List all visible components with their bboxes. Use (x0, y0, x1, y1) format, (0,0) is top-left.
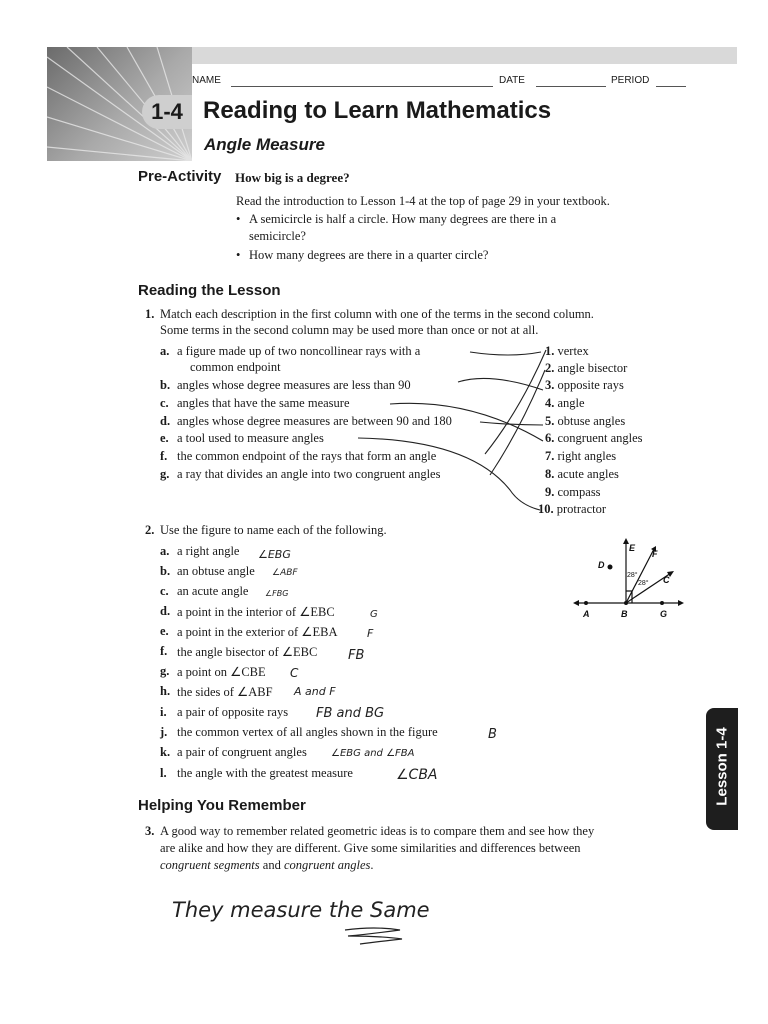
name-label: NAME (192, 75, 221, 86)
term-number: 9. (545, 485, 555, 499)
q3-line3 (160, 857, 374, 875)
q3-and: and (262, 858, 281, 872)
pre-activity-label: Pre-Activity (138, 168, 222, 185)
term-text: protractor (556, 502, 607, 516)
term-text: angle (557, 396, 585, 410)
q2-e-text: a point in the exterior of ∠EBA (177, 625, 338, 639)
q3-line2: are alike and how they are different. Give some similarities and differences between (160, 841, 581, 855)
q2-a-answer: ∠EBG (258, 548, 291, 561)
term-number: 5. (545, 414, 555, 428)
pre-activity-question: How big is a degree? (235, 170, 350, 185)
q2-letter: j. (160, 725, 168, 739)
label-c: C (663, 575, 670, 585)
desc-letter: c. (160, 396, 169, 410)
q1-number: 1. (145, 307, 155, 321)
q2-f-text: the angle bisector of ∠EBC (177, 645, 318, 659)
q2-f-answer: FB (348, 648, 365, 663)
q2-letter: a. (160, 544, 170, 558)
q1-line2: Some terms in the second column may be used more than once or not at all. (160, 323, 539, 337)
angle-label-2: 28° (638, 580, 649, 587)
reading-lesson-heading: Reading the Lesson (138, 282, 281, 299)
desc-letter: b. (160, 378, 171, 392)
desc-a-text: a figure made up of two noncollinear rays with a (177, 344, 421, 358)
q2-h-text: the sides of ∠ABF (177, 685, 273, 699)
q2-letter: g. (160, 664, 170, 678)
q3-handwritten-answer: They measure the Same (172, 898, 430, 922)
q3-term1: congruent segments (160, 858, 260, 872)
q2-g-answer: C (290, 666, 299, 680)
desc-letter: f. (160, 449, 168, 463)
q3-term2: congruent angles (283, 858, 371, 872)
q3-end: . (370, 858, 374, 872)
lesson-side-tab (706, 708, 738, 830)
term-number: 3. (545, 378, 555, 392)
q2-l-answer: ∠CBA (396, 767, 438, 783)
label-g: G (660, 609, 668, 619)
term-number: 4. (545, 396, 555, 410)
desc-letter: g. (160, 467, 170, 481)
q2-letter: f. (160, 644, 168, 658)
q2-k-text: a pair of congruent angles (177, 745, 307, 759)
match-line-g (490, 370, 545, 475)
q2-e-answer: F (367, 627, 374, 640)
term-number: 10. (538, 502, 554, 516)
bullet-dot: • (236, 248, 241, 262)
term-text: angle bisector (557, 361, 628, 375)
desc-e-text: a tool used to measure angles (177, 431, 324, 445)
q2-l-text: the angle with the greatest measure (177, 766, 353, 780)
desc-letter: d. (160, 414, 171, 428)
label-e: E (629, 543, 636, 553)
q2-letter: h. (160, 684, 171, 698)
period-label: PERIOD (611, 75, 650, 86)
desc-letter: e. (160, 431, 169, 445)
term-text: opposite rays (557, 378, 624, 392)
lesson-number-badge: 1-4 (142, 95, 192, 129)
term-number: 1. (545, 344, 555, 358)
q2-j-answer: B (488, 727, 497, 742)
q2-a-text: a right angle (177, 544, 240, 558)
term-number: 2. (545, 361, 555, 375)
q2-h-answer: A and F (294, 685, 336, 698)
match-line-a (470, 352, 541, 355)
page-title: Reading to Learn Mathematics (203, 97, 552, 124)
desc-b-text: angles whose degree measures are less than 90 (177, 378, 411, 392)
label-a: A (583, 609, 590, 619)
pre-activity-intro: Read the introduction to Lesson 1-4 at the top of page 29 in your textbook. (236, 194, 610, 208)
q2-letter: b. (160, 564, 171, 578)
label-d: D (598, 560, 605, 570)
q2-letter: i. (160, 705, 167, 719)
match-line-c (390, 403, 543, 441)
desc-f-text: the common endpoint of the rays that form an angle (177, 449, 437, 463)
q2-b-answer: ∠ABF (272, 568, 298, 578)
bullet-dot: • (236, 212, 241, 226)
q2-d-answer: G (370, 609, 378, 620)
term-text: congruent angles (557, 431, 643, 445)
point-d (608, 565, 613, 570)
desc-d-text: angles whose degree measures are between 90 and 180 (177, 414, 452, 428)
underline-scribble (340, 924, 410, 946)
match-line-f (485, 350, 546, 454)
q2-c-text: an acute angle (177, 584, 249, 598)
desc-c-text: angles that have the same measure (177, 396, 350, 410)
bullet1-line2: semicircle? (249, 229, 306, 243)
q2-c-answer: ∠FBG (265, 589, 289, 598)
term-number: 6. (545, 431, 555, 445)
term-text: vertex (557, 344, 589, 358)
bullet2: How many degrees are there in a quarter circle? (249, 248, 489, 262)
term-text: obtuse angles (557, 414, 626, 428)
q2-d-text: a point in the interior of ∠EBC (177, 605, 335, 619)
q1-line1: Match each description in the first column with one of the terms in the second column. (160, 307, 594, 321)
q2-number: 2. (145, 523, 155, 537)
label-f: F (652, 549, 658, 559)
angle-label-1: 28° (627, 572, 638, 579)
q2-k-answer: ∠EBG and ∠FBA (331, 748, 415, 759)
label-b: B (621, 609, 628, 619)
term-number: 8. (545, 467, 555, 481)
q3-line1: A good way to remember related geometric ideas is to compare them and see how they (160, 824, 595, 838)
term-text: acute angles (557, 467, 619, 481)
q2-i-answer: FB and BG (316, 706, 385, 721)
q2-letter: k. (160, 745, 171, 759)
q2-prompt: Use the figure to name each of the following. (160, 523, 387, 537)
side-tab-label: Lesson 1-4 (713, 727, 731, 806)
q2-letter: c. (160, 584, 169, 598)
match-line-e (358, 438, 540, 510)
term-text: compass (557, 485, 601, 499)
helping-heading: Helping You Remember (138, 797, 306, 814)
angle-figure (570, 535, 690, 625)
q2-letter: d. (160, 604, 171, 618)
q2-g-text: a point on ∠CBE (177, 665, 266, 679)
desc-letter: a. (160, 344, 170, 358)
match-line-d (480, 422, 543, 425)
date-label: DATE (499, 75, 525, 86)
desc-g-text: a ray that divides an angle into two congruent angles (177, 467, 441, 481)
page-subtitle: Angle Measure (204, 135, 325, 154)
term-text: right angles (557, 449, 617, 463)
q2-letter: l. (160, 766, 167, 780)
term-number: 7. (545, 449, 555, 463)
q2-b-text: an obtuse angle (177, 564, 255, 578)
q2-letter: e. (160, 624, 169, 638)
q2-j-text: the common vertex of all angles shown in the figure (177, 725, 438, 739)
q3-number: 3. (145, 824, 155, 838)
q2-i-text: a pair of opposite rays (177, 705, 289, 719)
desc-a-text2: common endpoint (190, 360, 281, 374)
bullet1-line1: A semicircle is half a circle. How many degrees are there in a (249, 212, 557, 226)
